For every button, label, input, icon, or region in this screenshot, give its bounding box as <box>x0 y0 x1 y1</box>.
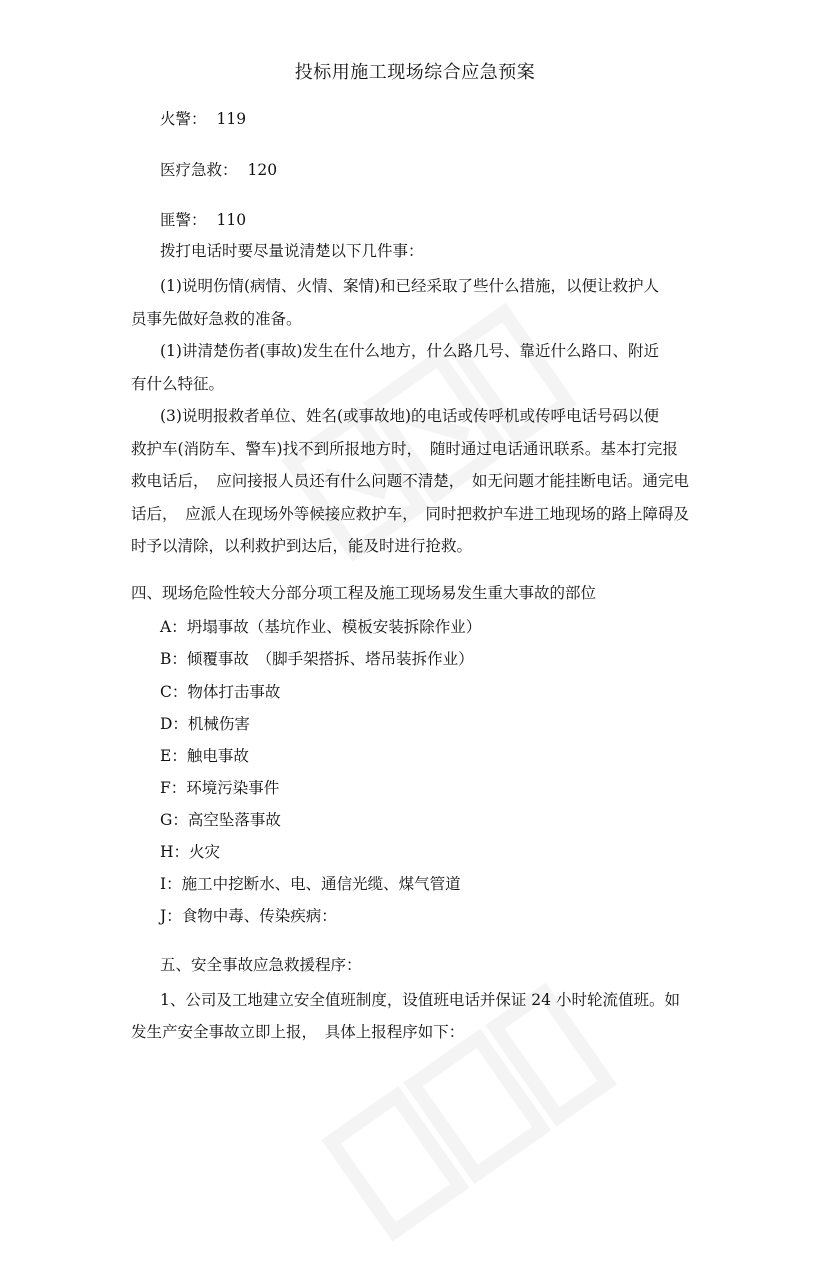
phone-number: 120 <box>247 161 278 179</box>
phone-label: 医疗急救： <box>160 161 238 179</box>
list-item: G：高空坠落事故 <box>160 811 281 829</box>
list-item: J：食物中毒、传染疾病： <box>160 907 337 925</box>
paragraph-line: 员事先做好急救的准备。 <box>131 310 302 328</box>
list-item: C：物体打击事故 <box>160 683 281 701</box>
list-item: F：环境污染事件 <box>160 779 280 797</box>
page-title: 投标用施工现场综合应急预案 <box>294 62 536 83</box>
phone-line-police <box>160 213 246 229</box>
phone-number: 119 <box>216 110 247 128</box>
list-item: I：施工中挖断水、电、通信光缆、煤气管道 <box>160 875 461 893</box>
paragraph-line: 救电话后， 应问接报人员还有什么问题不清楚， 如无问题才能挂断电话。通完电 <box>131 472 690 490</box>
paragraph-line: 1、公司及工地建立安全值班制度，设值班电话并保证 24 小时轮流值班。如 <box>160 991 680 1009</box>
paragraph-line: 话后， 应派人在现场外等候接应救护车， 同时把救护车进工地现场的路上障碍及 <box>131 505 690 523</box>
intro-text: 拨打电话时要尽量说清楚以下几件事： <box>160 242 424 260</box>
phone-label: 匪警： <box>160 211 207 229</box>
list-item: D：机械伤害 <box>160 715 250 733</box>
list-item: E：触电事故 <box>160 747 249 765</box>
paragraph-line: 救护车(消防车、警车)找不到所报地方时， 随时通过电话通讯联系。基本打完报 <box>131 440 678 458</box>
phone-line-fire <box>160 112 246 128</box>
paragraph-line: 发生产安全事故立即上报， 具体上报程序如下： <box>131 1023 465 1041</box>
list-item: B：倾覆事故 （脚手架搭拆、塔吊装拆作业） <box>160 650 474 668</box>
section-heading: 四、现场危险性较大分部分项工程及施工现场易发生重大事故的部位 <box>131 584 597 602</box>
section-heading: 五、安全事故应急救援程序： <box>160 956 362 974</box>
phone-line-medical <box>160 163 277 179</box>
paragraph-line: (3)说明报救者单位、姓名(或事故地)的电话或传呼机或传呼电话号码以便 <box>160 407 660 425</box>
phone-label: 火警： <box>160 110 207 128</box>
list-item: H：火灾 <box>160 843 221 861</box>
paragraph-line: 时予以清除，以利救护到达后，能及时进行抢救。 <box>131 537 473 555</box>
paragraph-line: 有什么特征。 <box>131 375 225 393</box>
phone-number: 110 <box>216 211 247 229</box>
paragraph-line: (1)讲清楚伤者(事故)发生在什么地方，什么路几号、靠近什么路口、附近 <box>160 342 660 360</box>
list-item: A：坍塌事故（基坑作业、模板安装拆除作业） <box>160 618 482 636</box>
paragraph-line: (1)说明伤情(病情、火情、案情)和已经采取了些什么措施，以便让救护人 <box>160 277 660 295</box>
